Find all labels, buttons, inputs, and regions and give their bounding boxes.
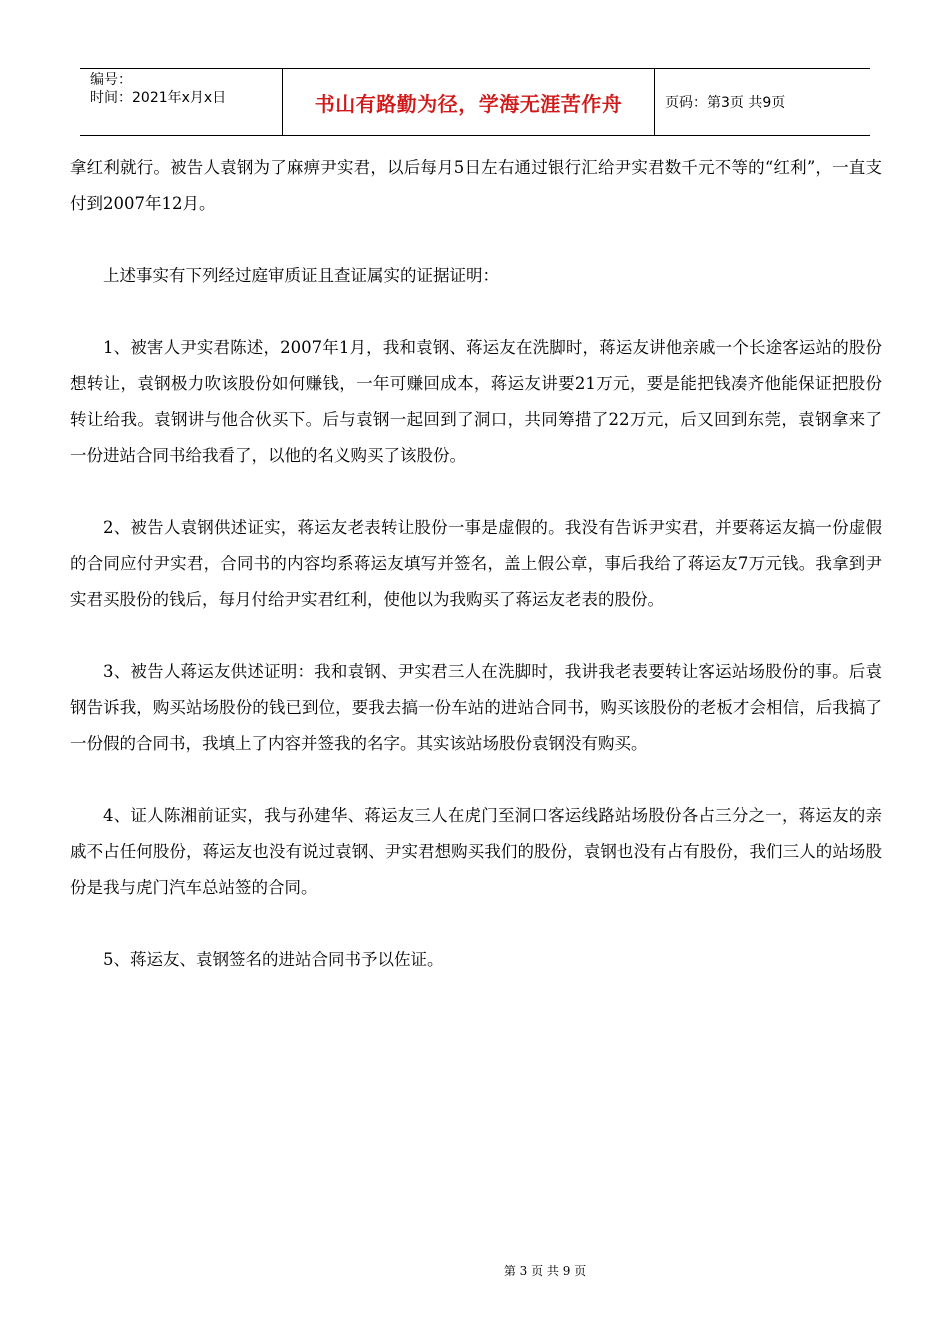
header-meta [80, 69, 283, 135]
body-paragraph: 1、被害人尹实君陈述，2007年1月，我和袁钢、蒋运友在洗脚时，蒋运友讲他亲戚一个长途客运站的股份想转让，袁钢极力吹该股份如何赚钱，一年可赚回成本，蒋运友讲要21万元，要是能把钱凑齐他能保证把股份转让给我。袁钢讲与他合伙买下。后与袁钢一起回到了洞口，共同筹措了22万元，后又回到东莞，袁钢拿来了一份进站合同书给我看了，以他的名义购买了该股份。 [70, 338, 882, 465]
header-page-label: 页码：第3页 共9页 [665, 95, 786, 111]
document-time-label: 时间：2021年x月x日 [90, 90, 227, 106]
header-motto: 书山有路勤为径，学海无涯苦作舟 [283, 69, 655, 135]
document-number-label: 编号： [90, 72, 132, 88]
body-paragraph: 5、蒋运友、袁钢签名的进站合同书予以佐证。 [103, 950, 444, 969]
body-paragraph: 3、被告人蒋运友供述证明：我和袁钢、尹实君三人在洗脚时，我讲我老表要转让客运站场股份的事。后袁钢告诉我，购买站场股份的钱已到位，要我去搞一份车站的进站合同书，购买该股份的老板才会相信，后我搞了一份假的合同书，我填上了内容并签我的名字。其实该站场股份袁钢没有购买。 [70, 662, 882, 753]
body-paragraph: 上述事实有下列经过庭审质证且查证属实的证据证明： [103, 266, 499, 285]
body-paragraph: 2、被告人袁钢供述证实，蒋运友老表转让股份一事是虚假的。我没有告诉尹实君，并要蒋运友搞一份虚假的合同应付尹实君，合同书的内容均系蒋运友填写并签名，盖上假公章，事后我给了蒋运友7万元钱。我拿到尹实君买股份的钱后，每月付给尹实君红利，使他以为我购买了蒋运友老表的股份。 [70, 518, 882, 609]
page-header [80, 68, 870, 136]
document-body [70, 150, 882, 1014]
page-footer: 第 3 页 共 9 页 [503, 1264, 587, 1278]
body-paragraph: 4、证人陈湘前证实，我与孙建华、蒋运友三人在虎门至洞口客运线路站场股份各占三分之一，蒋运友的亲戚不占任何股份，蒋运友也没有说过袁钢、尹实君想购买我们的股份，袁钢也没有占有股份，我们三人的站场股份是我与虎门汽车总站签的合同。 [70, 806, 882, 897]
body-paragraph: 拿红利就行。被告人袁钢为了麻痹尹实君，以后每月5日左右通过银行汇给尹实君数千元不等的“红利”，一直支付到2007年12月。 [70, 158, 882, 213]
